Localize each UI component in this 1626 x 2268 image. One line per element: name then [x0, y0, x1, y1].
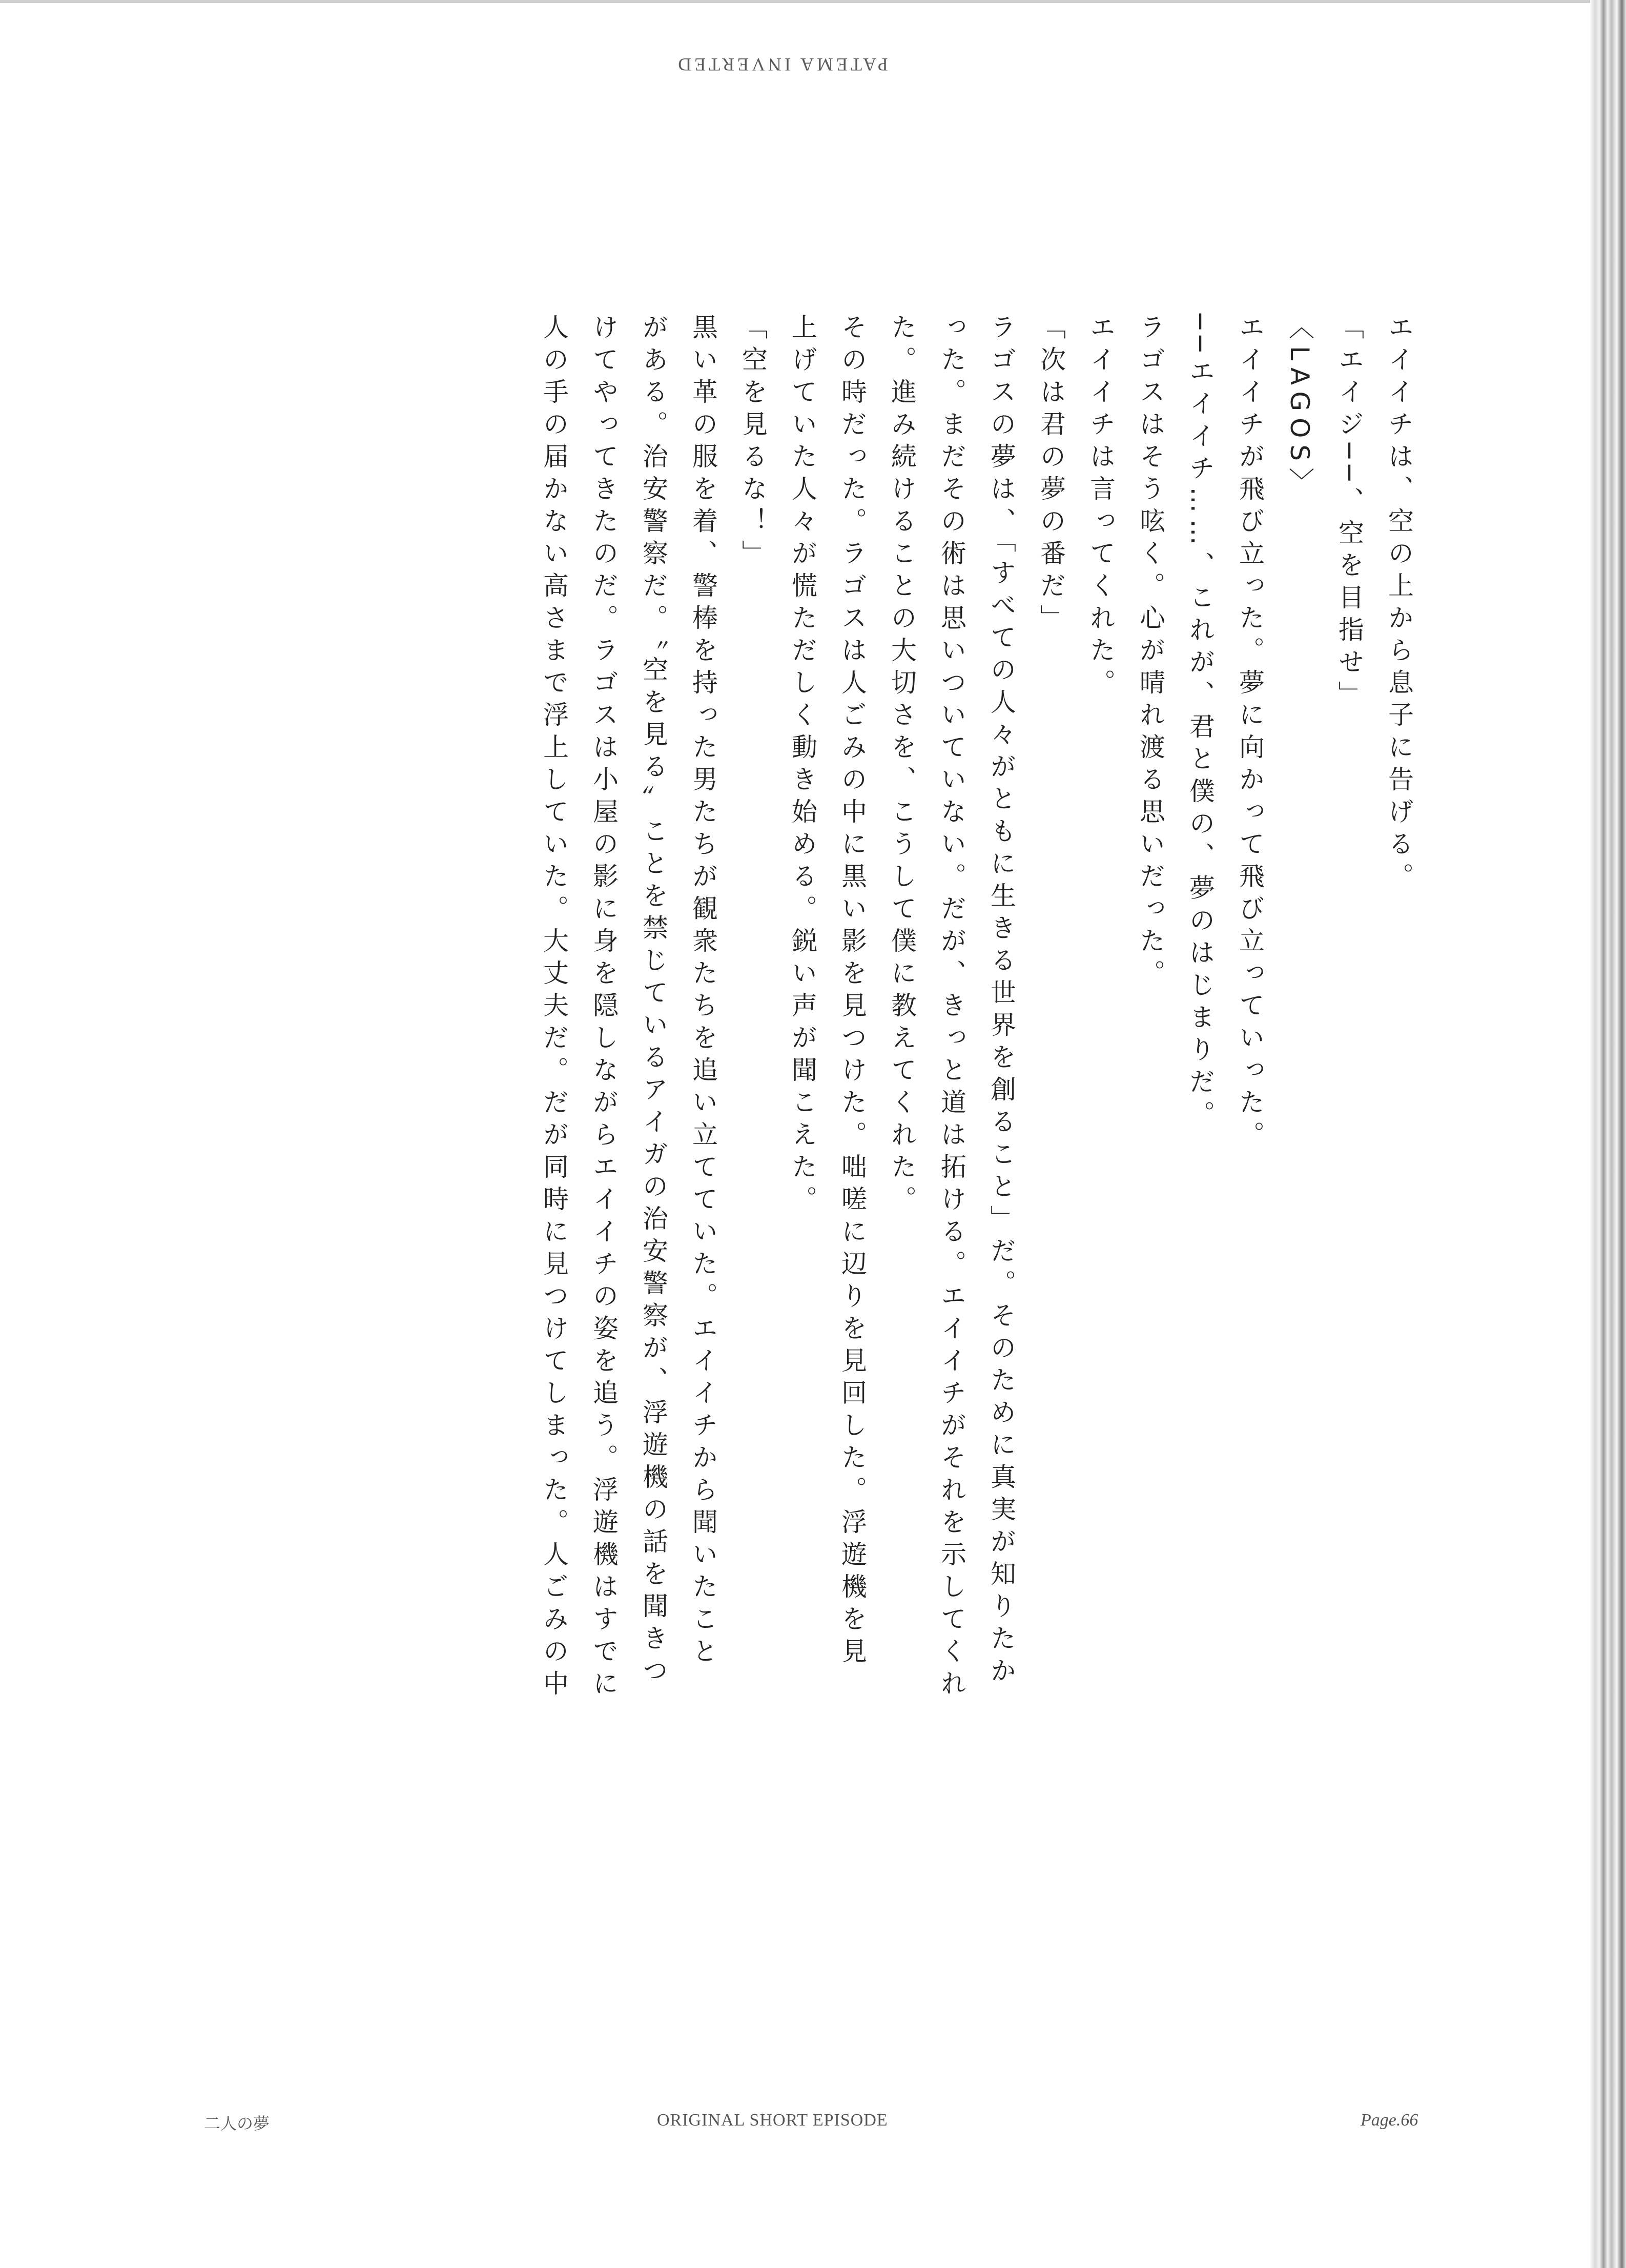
section-heading: 〈LAGOS〉 [1285, 314, 1314, 500]
text-line: エイイチが飛び立った。夢に向かって飛び立っていった。 [1235, 314, 1265, 1153]
page-top-edge [0, 0, 1590, 3]
text-line: った。まだその術は思いついていない。だが、きっと道は拓ける。エイイチがそれを示してくれ [937, 314, 966, 1702]
book-page-edge [1590, 0, 1626, 2268]
text-line: ラゴスの夢は、「すべての人々がともに生きる世界を創ること」だ。そのために真実が知りたか [986, 314, 1016, 1689]
footer-series-label: ORIGINAL SHORT EPISODE [657, 2111, 888, 2130]
footer-page-number: Page.66 [1361, 2111, 1418, 2130]
text-line: た。進み続けることの大切さを、こうして僕に教えてくれた。 [887, 314, 917, 1218]
footer-chapter-title: 二人の夢 [204, 2114, 270, 2133]
text-line: けてやってきたのだ。ラゴスは小屋の影に身を隠しながらエイイチの姿を追う。浮遊機はすでに [589, 314, 619, 1702]
text-line: がある。治安警察だ。〝空を見る〟ことを禁じているアイガの治安警察が、浮遊機の話を聞きつ [639, 314, 668, 1689]
text-line: 人の手の届かない高さまで浮上していた。大丈夫だ。だが同時に見つけてしまった。人ごみの中 [539, 314, 569, 1702]
text-line: エイイチは、空の上から息子に告げる。 [1384, 314, 1414, 895]
text-line: 上げていた人々が慌ただしく動き始める。鋭い声が聞こえた。 [788, 314, 817, 1218]
text-line: 「エイジ──、空を目指せ」 [1334, 314, 1364, 713]
text-line: 「次は君の夢の番だ」 [1036, 314, 1066, 637]
running-header: PATEMA INVERTED [675, 54, 888, 75]
text-line: ラゴスはそう呟く。心が晴れ渡る思いだった。 [1136, 314, 1165, 992]
text-line: エイイチは言ってくれた。 [1086, 314, 1116, 701]
text-line: 黒い革の服を着、警棒を持った男たちが観衆たちを追い立てていた。エイイチから聞いたこと [688, 314, 718, 1670]
text-line: 「空を見るな！」 [738, 314, 768, 572]
text-line: その時だった。ラゴスは人ごみの中に黒い影を見つけた。咄嗟に辺りを見回した。浮遊機を見 [837, 314, 867, 1670]
vertical-body-text [529, 314, 1424, 1702]
text-line: ──エイイチ……、これが、君と僕の、夢のはじまりだ。 [1185, 314, 1215, 1133]
